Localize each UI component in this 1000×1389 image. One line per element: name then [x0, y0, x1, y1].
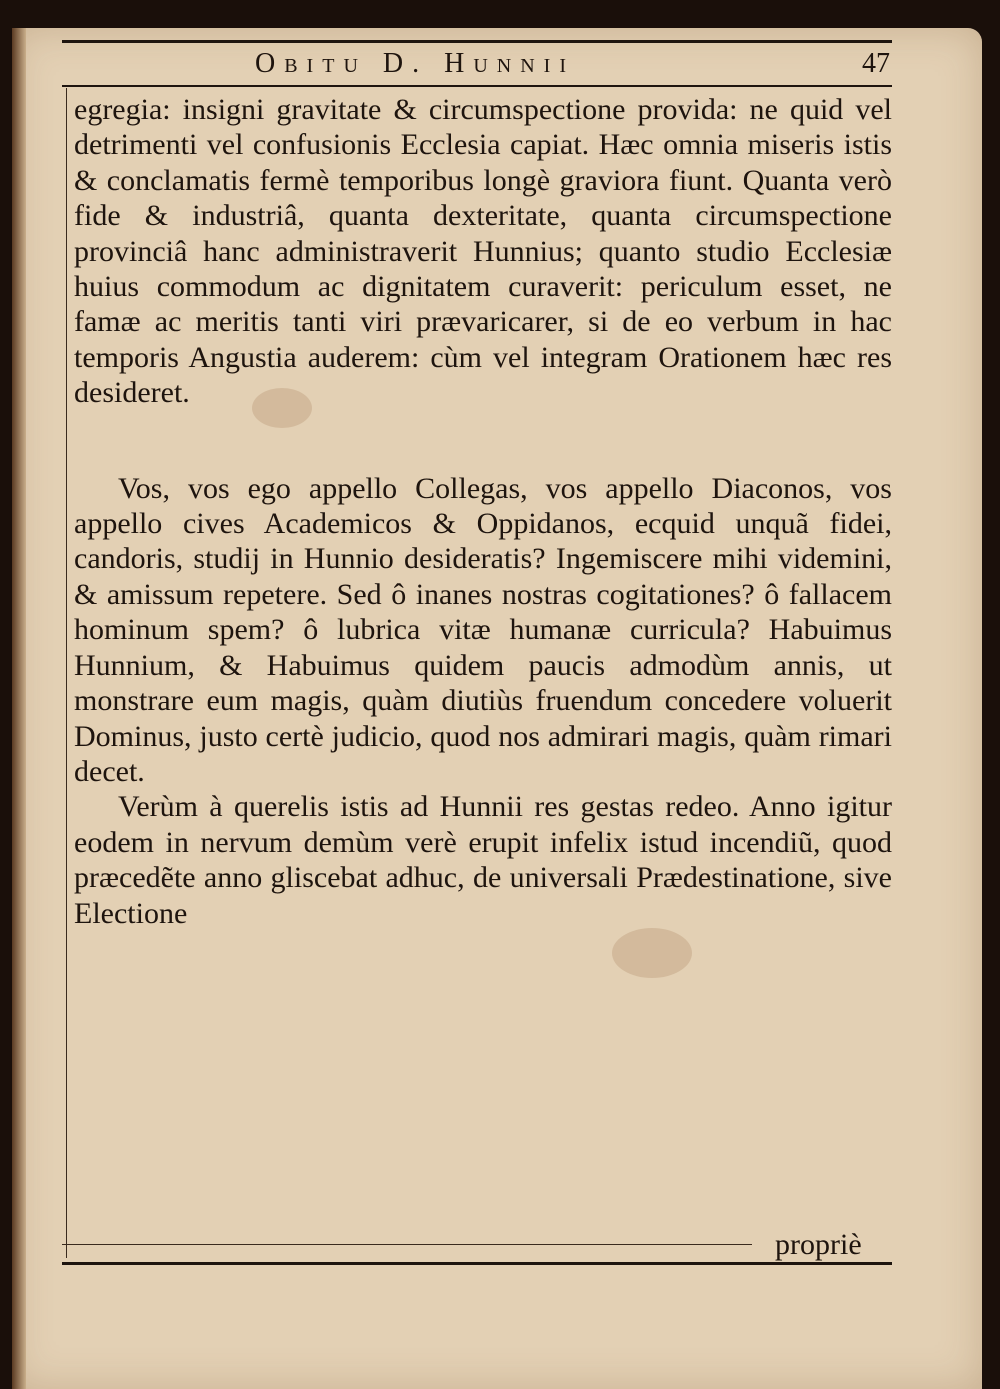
running-title: Obitu D. Hunnii	[255, 48, 575, 79]
top-rule	[62, 40, 892, 43]
catchword: propriè	[775, 1228, 862, 1261]
paragraph-1: egregia: insigni gravitate & circumspectione provida: ne quid vel detrimenti vel confusionis Ecclesia capiat. Hæc omnia miseris istis & conclamatis fermè temporibus longè graviora fiunt. Quanta verò fide & industriâ, quanta dexteritate, quanta circumspectione provinciâ hanc administraverit Hunnius; quanto studio Ecclesiæ huius commodum ac dignitatem curaverit: periculum esset, ne famæ ac meritis tanti viri prævaricarer, si de eo verbum in hac temporis Angustia auderem: cùm vel integram Orationem hæc res desideret.	[74, 93, 892, 410]
body-text	[74, 92, 892, 931]
page-number: 47	[862, 48, 890, 79]
header-rule	[62, 85, 892, 87]
running-head	[70, 46, 890, 82]
foxing-stain	[612, 928, 692, 978]
footer-rule	[62, 1262, 892, 1265]
page-edge-shadow	[12, 28, 26, 1389]
paragraph-3: Verùm à querelis istis ad Hunnii res gestas redeo. Anno igitur eodem in nervum demùm verè erupit infelix istud incendiũ, quod præcedẽte anno gliscebat adhuc, de universali Prædestinatione, sive Electione	[74, 790, 892, 930]
margin-rule	[66, 88, 67, 1258]
footer-thin-rule	[62, 1244, 752, 1245]
paragraph-2: Vos, vos ego appello Collegas, vos appello Diaconos, vos appello cives Academicos & Oppidanos, ecquid unquã fidei, candoris, studij in Hunnio desideratis? Ingemiscere mihi videmini, & amissum repetere. Sed ô inanes nostras cogitationes? ô fallacem hominum spem? ô lubrica vitæ humanæ curricula? Habuimus Hunnium, & Habuimus quidem paucis admodùm annis, ut monstrare eum magis, quàm diutiùs fruendum concedere voluerit Dominus, justo certè judicio, quod nos admirari magis, quàm rimari decet.	[74, 471, 892, 788]
